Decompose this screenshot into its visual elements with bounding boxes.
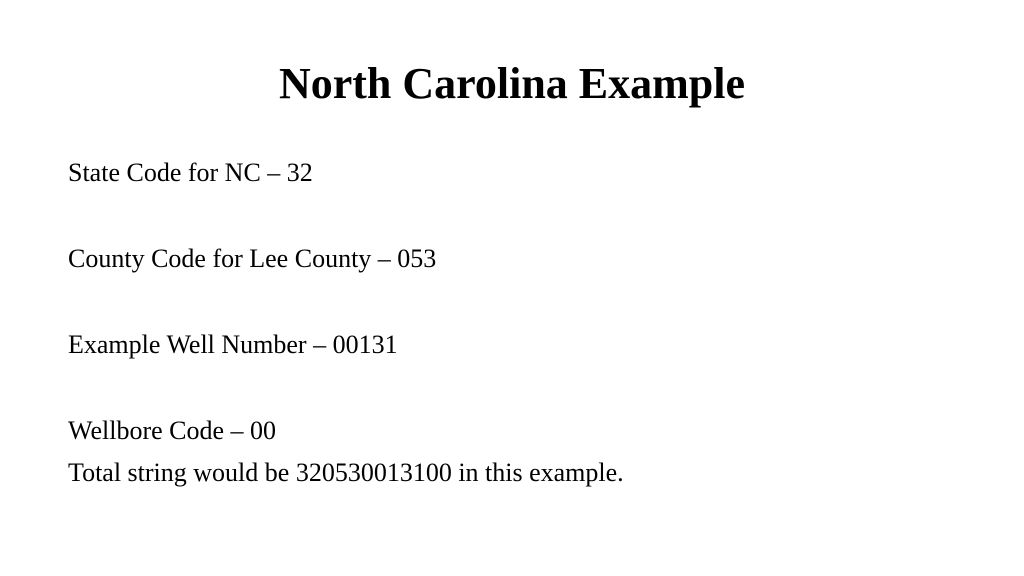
state-code-line: State Code for NC – 32 [68,158,313,187]
wellbore-code-line: Wellbore Code – 00 [68,416,277,445]
slide-title: North Carolina Example [278,59,746,108]
county-code-line: County Code for Lee County – 053 [68,244,437,273]
total-string-line: Total string would be 320530013100 in this example. [68,458,624,487]
well-number-line: Example Well Number – 00131 [68,330,398,359]
